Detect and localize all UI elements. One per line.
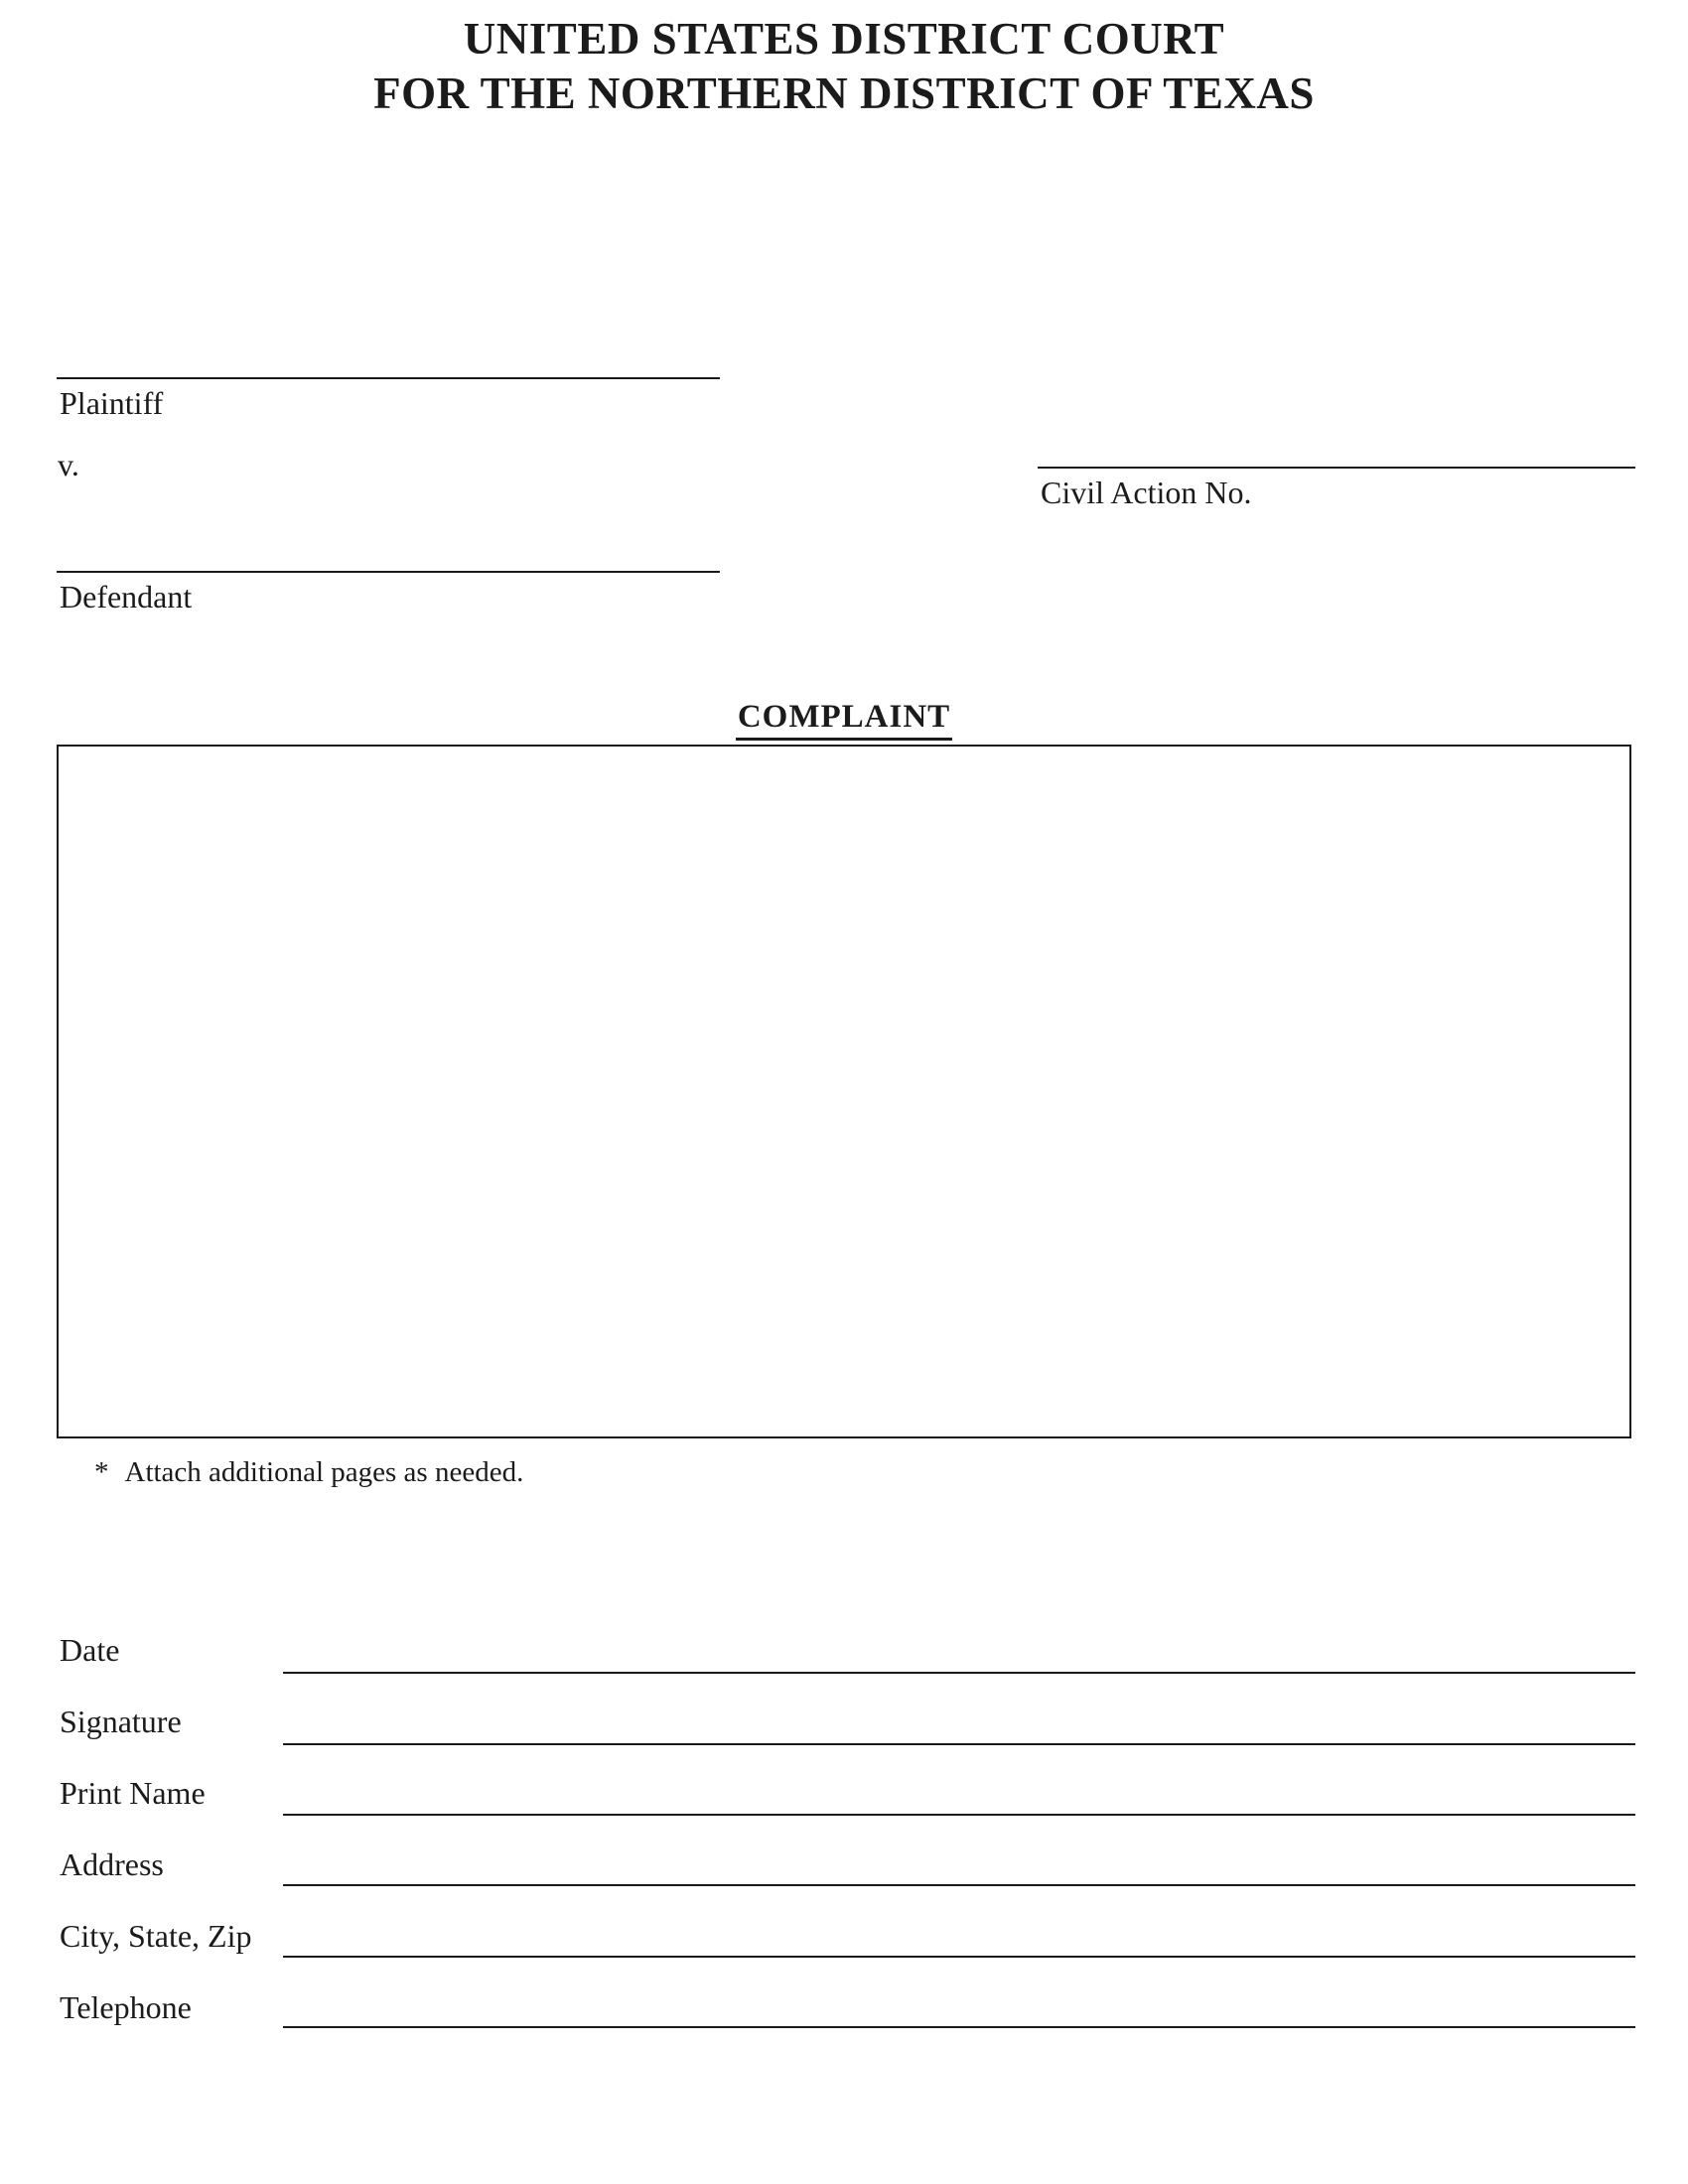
versus-label: v. — [58, 447, 79, 482]
telephone-label: Telephone — [60, 1989, 192, 2025]
civil-action-number-line[interactable] — [1038, 467, 1635, 469]
defendant-name-line[interactable] — [57, 571, 720, 573]
city-state-zip-line[interactable] — [283, 1956, 1635, 1958]
complaint-heading-wrap — [0, 699, 1688, 741]
address-label: Address — [60, 1846, 164, 1882]
signature-label: Signature — [60, 1704, 182, 1739]
attach-note-asterisk: * — [94, 1456, 109, 1488]
attach-note — [94, 1455, 523, 1489]
court-title-line2: FOR THE NORTHERN DISTRICT OF TEXAS — [373, 68, 1315, 118]
print-name-label: Print Name — [60, 1775, 206, 1811]
complaint-text-box[interactable] — [57, 745, 1631, 1438]
address-line[interactable] — [283, 1884, 1635, 1886]
date-line[interactable] — [283, 1672, 1635, 1674]
city-state-zip-label: City, State, Zip — [60, 1918, 252, 1954]
telephone-line[interactable] — [283, 2026, 1635, 2028]
complaint-heading: COMPLAINT — [736, 699, 952, 741]
court-title-line1: UNITED STATES DISTRICT COURT — [463, 14, 1225, 64]
civil-action-label: Civil Action No. — [1041, 475, 1252, 510]
plaintiff-label: Plaintiff — [60, 385, 164, 421]
court-title — [0, 12, 1688, 121]
print-name-line[interactable] — [283, 1814, 1635, 1816]
signature-line[interactable] — [283, 1743, 1635, 1745]
defendant-label: Defendant — [60, 579, 193, 614]
attach-note-text: Attach additional pages as needed. — [124, 1456, 524, 1488]
plaintiff-name-line[interactable] — [57, 377, 720, 379]
date-label: Date — [60, 1632, 120, 1668]
